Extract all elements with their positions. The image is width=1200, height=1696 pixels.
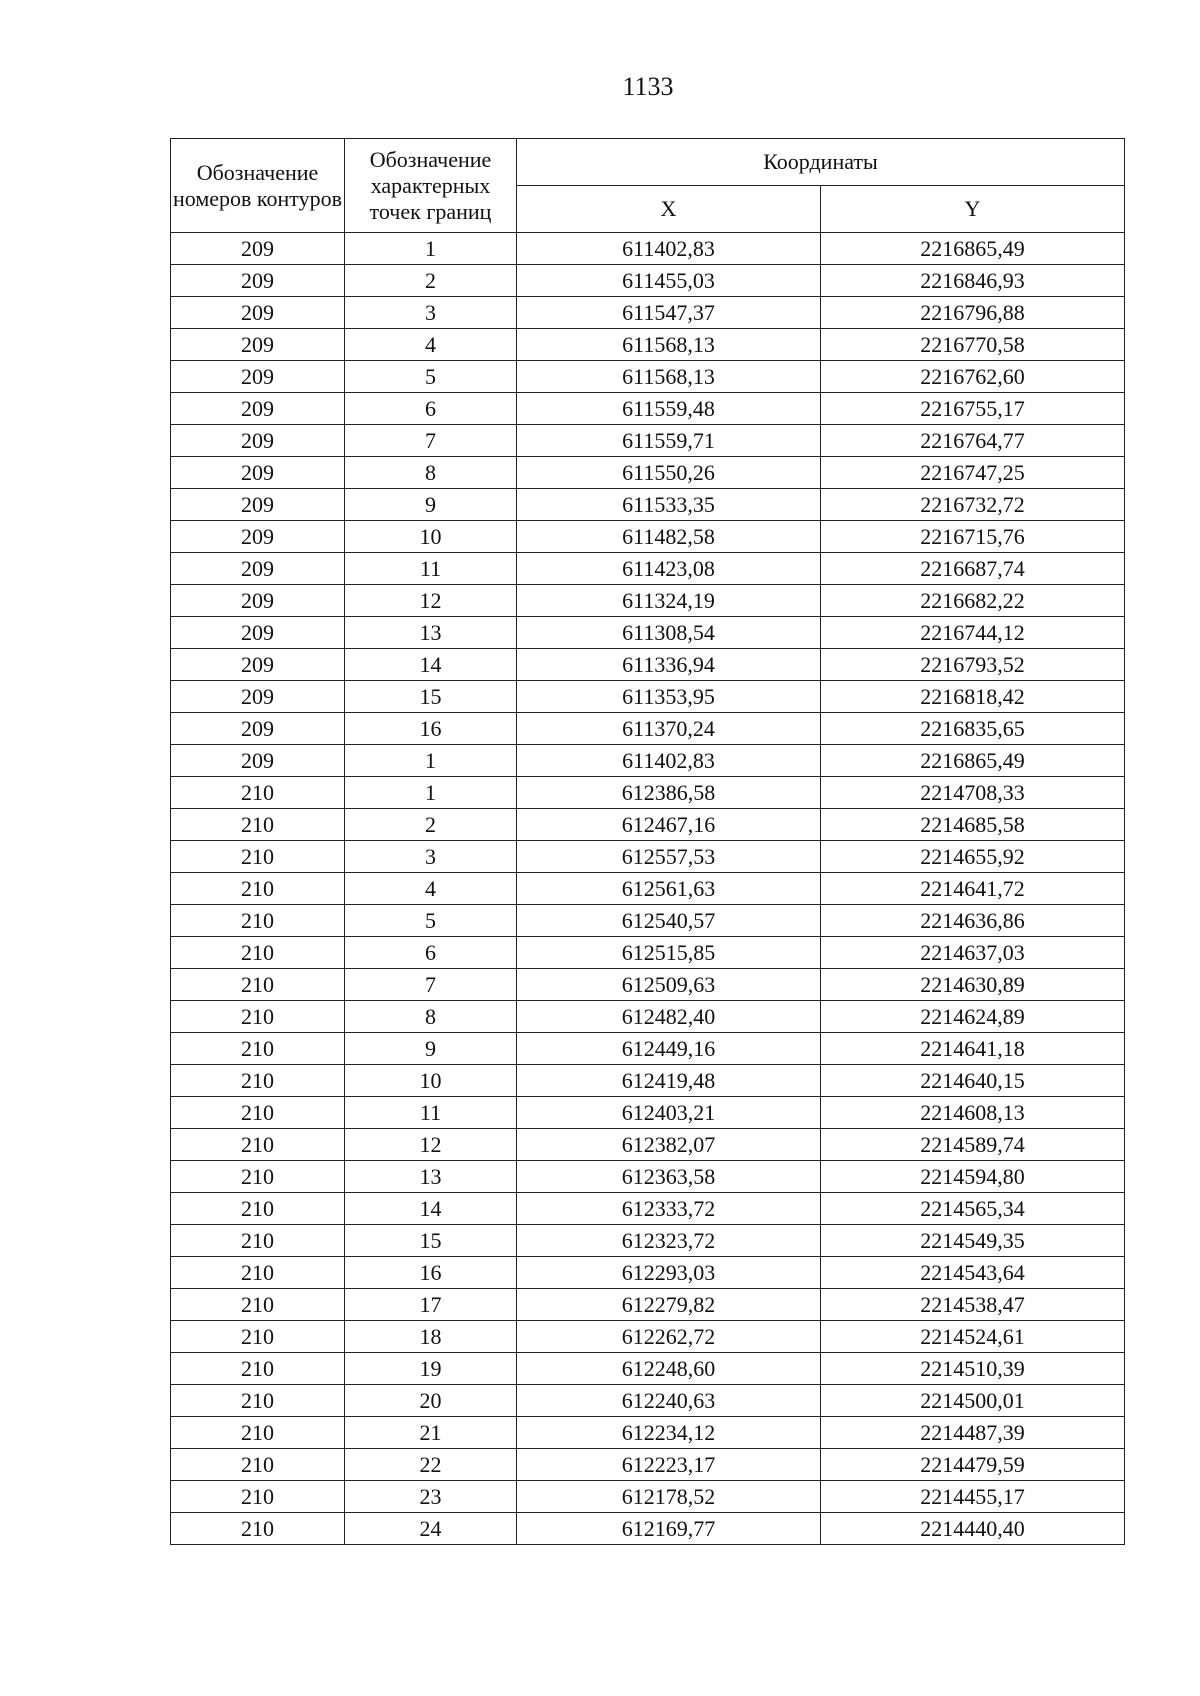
contour-number-cell: 209: [171, 457, 345, 489]
table-row: [171, 713, 1125, 745]
y-coordinate-cell: 2216770,58: [821, 329, 1125, 361]
contour-number-cell: 209: [171, 425, 345, 457]
point-number-cell: 23: [345, 1481, 517, 1513]
point-number-cell: 2: [345, 265, 517, 297]
contour-number-cell: 210: [171, 1385, 345, 1417]
x-coordinate-cell: 611455,03: [517, 265, 821, 297]
contour-number-cell: 210: [171, 1417, 345, 1449]
point-number-cell: 3: [345, 297, 517, 329]
table-row: [171, 1097, 1125, 1129]
contour-number-cell: 210: [171, 1289, 345, 1321]
header-coordinates: Координаты: [517, 139, 1125, 186]
table-row: [171, 1129, 1125, 1161]
y-coordinate-cell: 2216818,42: [821, 681, 1125, 713]
y-coordinate-cell: 2214455,17: [821, 1481, 1125, 1513]
header-y: Y: [821, 186, 1125, 233]
point-number-cell: 4: [345, 329, 517, 361]
y-coordinate-cell: 2214685,58: [821, 809, 1125, 841]
point-number-cell: 14: [345, 1193, 517, 1225]
table-header: [171, 139, 1125, 233]
table-row: [171, 1449, 1125, 1481]
y-coordinate-cell: 2214510,39: [821, 1353, 1125, 1385]
point-number-cell: 24: [345, 1513, 517, 1545]
x-coordinate-cell: 612403,21: [517, 1097, 821, 1129]
x-coordinate-cell: 612419,48: [517, 1065, 821, 1097]
point-number-cell: 7: [345, 969, 517, 1001]
point-number-cell: 7: [345, 425, 517, 457]
x-coordinate-cell: 612386,58: [517, 777, 821, 809]
header-contour-number: Обозначение номеров контуров: [171, 139, 345, 233]
x-coordinate-cell: 612279,82: [517, 1289, 821, 1321]
y-coordinate-cell: 2214636,86: [821, 905, 1125, 937]
page-number: 1133: [622, 72, 674, 101]
point-number-cell: 18: [345, 1321, 517, 1353]
contour-number-cell: 210: [171, 873, 345, 905]
table-row: [171, 1481, 1125, 1513]
y-coordinate-cell: 2216865,49: [821, 233, 1125, 265]
point-number-cell: 13: [345, 617, 517, 649]
x-coordinate-cell: 611568,13: [517, 329, 821, 361]
point-number-cell: 10: [345, 1065, 517, 1097]
table-row: [171, 457, 1125, 489]
table-row: [171, 617, 1125, 649]
table-row: [171, 1321, 1125, 1353]
contour-number-cell: 210: [171, 1097, 345, 1129]
x-coordinate-cell: 611423,08: [517, 553, 821, 585]
y-coordinate-cell: 2216747,25: [821, 457, 1125, 489]
table-row: [171, 233, 1125, 265]
contour-number-cell: 209: [171, 393, 345, 425]
point-number-cell: 8: [345, 1001, 517, 1033]
x-coordinate-cell: 612248,60: [517, 1353, 821, 1385]
table-row: [171, 361, 1125, 393]
x-coordinate-cell: 612482,40: [517, 1001, 821, 1033]
contour-number-cell: 209: [171, 297, 345, 329]
point-number-cell: 9: [345, 489, 517, 521]
table-row: [171, 1033, 1125, 1065]
contour-number-cell: 210: [171, 841, 345, 873]
x-coordinate-cell: 612382,07: [517, 1129, 821, 1161]
y-coordinate-cell: 2214589,74: [821, 1129, 1125, 1161]
table-row: [171, 553, 1125, 585]
y-coordinate-cell: 2214630,89: [821, 969, 1125, 1001]
x-coordinate-cell: 612515,85: [517, 937, 821, 969]
table-row: [171, 873, 1125, 905]
table-row: [171, 521, 1125, 553]
point-number-cell: 2: [345, 809, 517, 841]
x-coordinate-cell: 612169,77: [517, 1513, 821, 1545]
x-coordinate-cell: 612467,16: [517, 809, 821, 841]
y-coordinate-cell: 2214655,92: [821, 841, 1125, 873]
header-point-designation: Обозначение характерных точек границ: [345, 139, 517, 233]
y-coordinate-cell: 2214543,64: [821, 1257, 1125, 1289]
point-number-cell: 12: [345, 1129, 517, 1161]
point-number-cell: 10: [345, 521, 517, 553]
x-coordinate-cell: 611482,58: [517, 521, 821, 553]
table-row: [171, 905, 1125, 937]
contour-number-cell: 210: [171, 1129, 345, 1161]
table-row: [171, 937, 1125, 969]
y-coordinate-cell: 2214624,89: [821, 1001, 1125, 1033]
point-number-cell: 15: [345, 1225, 517, 1257]
x-coordinate-cell: 611370,24: [517, 713, 821, 745]
y-coordinate-cell: 2214487,39: [821, 1417, 1125, 1449]
table-row: [171, 265, 1125, 297]
x-coordinate-cell: 611402,83: [517, 233, 821, 265]
point-number-cell: 8: [345, 457, 517, 489]
point-number-cell: 5: [345, 905, 517, 937]
table-row: [171, 1353, 1125, 1385]
y-coordinate-cell: 2216764,77: [821, 425, 1125, 457]
y-coordinate-cell: 2216793,52: [821, 649, 1125, 681]
table-body: [171, 233, 1125, 1545]
contour-number-cell: 210: [171, 1449, 345, 1481]
table-row: [171, 1225, 1125, 1257]
table-row: [171, 489, 1125, 521]
y-coordinate-cell: 2216687,74: [821, 553, 1125, 585]
x-coordinate-cell: 612509,63: [517, 969, 821, 1001]
contour-number-cell: 210: [171, 1161, 345, 1193]
table-row: [171, 1289, 1125, 1321]
contour-number-cell: 209: [171, 585, 345, 617]
point-number-cell: 1: [345, 745, 517, 777]
table-row: [171, 969, 1125, 1001]
point-number-cell: 16: [345, 713, 517, 745]
contour-number-cell: 210: [171, 1193, 345, 1225]
y-coordinate-cell: 2214524,61: [821, 1321, 1125, 1353]
point-number-cell: 21: [345, 1417, 517, 1449]
contour-number-cell: 209: [171, 649, 345, 681]
contour-number-cell: 210: [171, 1513, 345, 1545]
table-row: [171, 425, 1125, 457]
point-number-cell: 1: [345, 233, 517, 265]
x-coordinate-cell: 612323,72: [517, 1225, 821, 1257]
contour-number-cell: 209: [171, 681, 345, 713]
point-number-cell: 16: [345, 1257, 517, 1289]
table-row: [171, 745, 1125, 777]
y-coordinate-cell: 2214549,35: [821, 1225, 1125, 1257]
y-coordinate-cell: 2216682,22: [821, 585, 1125, 617]
y-coordinate-cell: 2214565,34: [821, 1193, 1125, 1225]
contour-number-cell: 210: [171, 777, 345, 809]
coordinates-table: [170, 138, 1125, 1545]
table-row: [171, 1257, 1125, 1289]
x-coordinate-cell: 612262,72: [517, 1321, 821, 1353]
table-row: [171, 1161, 1125, 1193]
x-coordinate-cell: 612449,16: [517, 1033, 821, 1065]
table-row: [171, 1513, 1125, 1545]
table-row: [171, 297, 1125, 329]
point-number-cell: 20: [345, 1385, 517, 1417]
point-number-cell: 4: [345, 873, 517, 905]
point-number-cell: 15: [345, 681, 517, 713]
point-number-cell: 19: [345, 1353, 517, 1385]
y-coordinate-cell: 2214608,13: [821, 1097, 1125, 1129]
x-coordinate-cell: 611533,35: [517, 489, 821, 521]
contour-number-cell: 210: [171, 1001, 345, 1033]
point-number-cell: 14: [345, 649, 517, 681]
point-number-cell: 9: [345, 1033, 517, 1065]
contour-number-cell: 210: [171, 1033, 345, 1065]
y-coordinate-cell: 2216755,17: [821, 393, 1125, 425]
x-coordinate-cell: 611308,54: [517, 617, 821, 649]
contour-number-cell: 209: [171, 329, 345, 361]
x-coordinate-cell: 611353,95: [517, 681, 821, 713]
table-row: [171, 585, 1125, 617]
x-coordinate-cell: 611336,94: [517, 649, 821, 681]
contour-number-cell: 210: [171, 1481, 345, 1513]
contour-number-cell: 209: [171, 361, 345, 393]
contour-number-cell: 210: [171, 905, 345, 937]
x-coordinate-cell: 612333,72: [517, 1193, 821, 1225]
contour-number-cell: 210: [171, 809, 345, 841]
point-number-cell: 6: [345, 937, 517, 969]
x-coordinate-cell: 611559,48: [517, 393, 821, 425]
y-coordinate-cell: 2214594,80: [821, 1161, 1125, 1193]
point-number-cell: 5: [345, 361, 517, 393]
x-coordinate-cell: 612240,63: [517, 1385, 821, 1417]
contour-number-cell: 210: [171, 1321, 345, 1353]
point-number-cell: 3: [345, 841, 517, 873]
point-number-cell: 12: [345, 585, 517, 617]
table-row: [171, 777, 1125, 809]
x-coordinate-cell: 612234,12: [517, 1417, 821, 1449]
x-coordinate-cell: 612223,17: [517, 1449, 821, 1481]
table-row: [171, 1417, 1125, 1449]
x-coordinate-cell: 611324,19: [517, 585, 821, 617]
x-coordinate-cell: 611559,71: [517, 425, 821, 457]
y-coordinate-cell: 2214440,40: [821, 1513, 1125, 1545]
y-coordinate-cell: 2216744,12: [821, 617, 1125, 649]
contour-number-cell: 209: [171, 521, 345, 553]
contour-number-cell: 210: [171, 969, 345, 1001]
contour-number-cell: 209: [171, 745, 345, 777]
point-number-cell: 11: [345, 553, 517, 585]
contour-number-cell: 209: [171, 489, 345, 521]
y-coordinate-cell: 2216835,65: [821, 713, 1125, 745]
contour-number-cell: 209: [171, 553, 345, 585]
x-coordinate-cell: 612557,53: [517, 841, 821, 873]
y-coordinate-cell: 2214538,47: [821, 1289, 1125, 1321]
x-coordinate-cell: 612178,52: [517, 1481, 821, 1513]
x-coordinate-cell: 611568,13: [517, 361, 821, 393]
x-coordinate-cell: 612540,57: [517, 905, 821, 937]
table-row: [171, 809, 1125, 841]
point-number-cell: 6: [345, 393, 517, 425]
table-row: [171, 1001, 1125, 1033]
x-coordinate-cell: 611550,26: [517, 457, 821, 489]
table-row: [171, 329, 1125, 361]
x-coordinate-cell: 611402,83: [517, 745, 821, 777]
y-coordinate-cell: 2214637,03: [821, 937, 1125, 969]
y-coordinate-cell: 2216796,88: [821, 297, 1125, 329]
contour-number-cell: 209: [171, 713, 345, 745]
y-coordinate-cell: 2216865,49: [821, 745, 1125, 777]
y-coordinate-cell: 2216732,72: [821, 489, 1125, 521]
contour-number-cell: 210: [171, 1353, 345, 1385]
table-row: [171, 1065, 1125, 1097]
table-row: [171, 1385, 1125, 1417]
contour-number-cell: 210: [171, 1257, 345, 1289]
table-row: [171, 393, 1125, 425]
point-number-cell: 11: [345, 1097, 517, 1129]
y-coordinate-cell: 2214500,01: [821, 1385, 1125, 1417]
point-number-cell: 13: [345, 1161, 517, 1193]
x-coordinate-cell: 612293,03: [517, 1257, 821, 1289]
x-coordinate-cell: 612561,63: [517, 873, 821, 905]
point-number-cell: 17: [345, 1289, 517, 1321]
y-coordinate-cell: 2214708,33: [821, 777, 1125, 809]
table-row: [171, 681, 1125, 713]
x-coordinate-cell: 612363,58: [517, 1161, 821, 1193]
table-row: [171, 649, 1125, 681]
table-row: [171, 1193, 1125, 1225]
y-coordinate-cell: 2214640,15: [821, 1065, 1125, 1097]
point-number-cell: 1: [345, 777, 517, 809]
contour-number-cell: 210: [171, 1225, 345, 1257]
table-row: [171, 841, 1125, 873]
contour-number-cell: 209: [171, 617, 345, 649]
point-number-cell: 22: [345, 1449, 517, 1481]
x-coordinate-cell: 611547,37: [517, 297, 821, 329]
contour-number-cell: 209: [171, 233, 345, 265]
contour-number-cell: 210: [171, 1065, 345, 1097]
header-x: X: [517, 186, 821, 233]
y-coordinate-cell: 2214479,59: [821, 1449, 1125, 1481]
y-coordinate-cell: 2216846,93: [821, 265, 1125, 297]
y-coordinate-cell: 2216715,76: [821, 521, 1125, 553]
y-coordinate-cell: 2214641,18: [821, 1033, 1125, 1065]
contour-number-cell: 209: [171, 265, 345, 297]
contour-number-cell: 210: [171, 937, 345, 969]
y-coordinate-cell: 2214641,72: [821, 873, 1125, 905]
y-coordinate-cell: 2216762,60: [821, 361, 1125, 393]
